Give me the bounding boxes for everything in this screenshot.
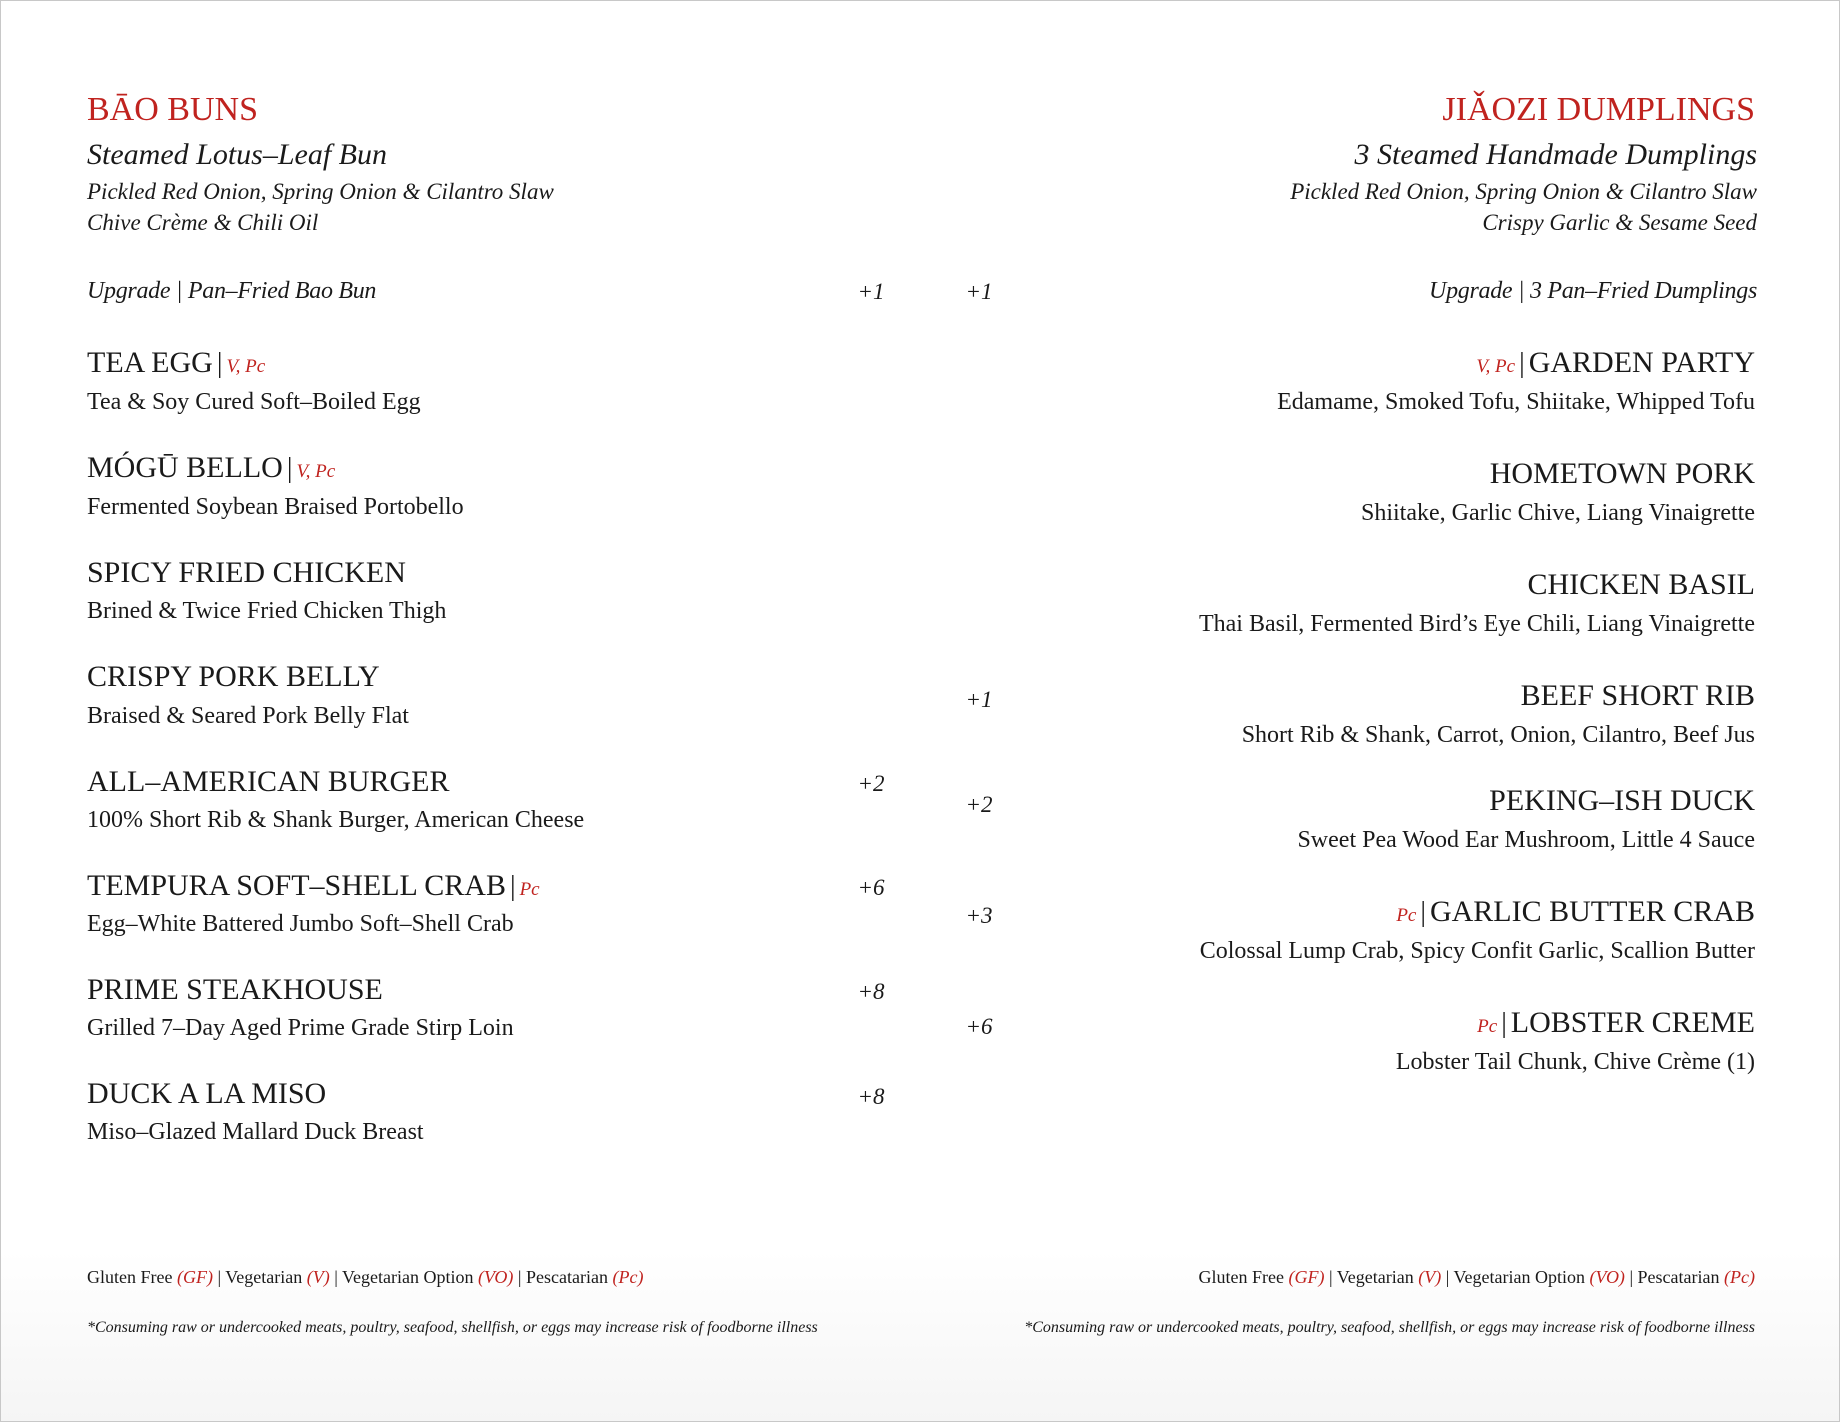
menu-item	[1527, 568, 1755, 602]
menu-item	[87, 869, 540, 903]
menu-item	[1521, 679, 1755, 713]
menu-item	[87, 765, 450, 799]
legend-vo-code: (VO)	[1589, 1267, 1625, 1287]
item-price: +3	[965, 903, 993, 928]
item-name: CHICKEN BASIL	[1527, 568, 1755, 601]
legend-v-code: (V)	[1418, 1267, 1442, 1287]
legend-v-label: Vegetarian	[1336, 1267, 1414, 1287]
item-separator: |	[1501, 1008, 1507, 1039]
menu-item	[87, 556, 406, 590]
legend-gf-label: Gluten Free	[1198, 1267, 1285, 1287]
item-description: Grilled 7–Day Aged Prime Grade Stirp Loin	[87, 1015, 514, 1041]
item-name: CRISPY PORK BELLY	[87, 660, 380, 693]
menu-item	[1489, 784, 1755, 818]
item-name: TEA EGG	[87, 346, 213, 379]
legend-pc-code: (Pc)	[1724, 1267, 1755, 1287]
legend-gf-code: (GF)	[1288, 1267, 1325, 1287]
jiaozi-upgrade-price: +1	[965, 279, 993, 304]
item-description: Short Rib & Shank, Carrot, Onion, Cilantro, Beef Jus	[1241, 722, 1755, 748]
dietary-legend: Gluten Free (GF) | Vegetarian (V) | Vegetarian Option (VO) | Pescatarian (Pc)	[87, 1267, 644, 1287]
jiaozi-dumplings-subtitle: 3 Steamed Handmade Dumplings	[1354, 138, 1757, 171]
bao-buns-desc-line1: Pickled Red Onion, Spring Onion & Cilantro Slaw	[87, 179, 554, 204]
item-name: DUCK A LA MISO	[87, 1077, 327, 1110]
legend-pc-label: Pescatarian	[526, 1267, 608, 1287]
item-description: Thai Basil, Fermented Bird’s Eye Chili, Liang Vinaigrette	[1198, 611, 1755, 637]
item-description: Edamame, Smoked Tofu, Shiitake, Whipped Tofu	[1277, 389, 1755, 415]
item-price: +2	[857, 771, 885, 796]
dietary-tag: V, Pc	[296, 461, 336, 482]
item-description: Braised & Seared Pork Belly Flat	[87, 703, 409, 729]
item-separator: |	[1519, 348, 1525, 379]
item-separator: |	[286, 453, 293, 484]
bao-buns-subtitle: Steamed Lotus–Leaf Bun	[87, 138, 387, 171]
item-name: MÓGŪ BELLO	[87, 451, 283, 484]
jiaozi-upgrade-label: Upgrade | 3 Pan–Fried Dumplings	[1429, 278, 1757, 304]
item-name: HOMETOWN PORK	[1489, 457, 1755, 490]
item-description: Lobster Tail Chunk, Chive Crème (1)	[1395, 1049, 1755, 1075]
dietary-tag: V, Pc	[1476, 356, 1516, 377]
item-price: +1	[965, 687, 993, 712]
menu-item	[87, 346, 265, 380]
legend-vo-code: (VO)	[477, 1267, 514, 1287]
item-name: ALL–AMERICAN BURGER	[87, 765, 450, 798]
bao-buns-desc-line2: Chive Crème & Chili Oil	[87, 210, 319, 235]
foodborne-disclaimer: *Consuming raw or undercooked meats, poultry, seafood, shellfish, or eggs may increase risk of foodborne illness	[87, 1319, 818, 1336]
dietary-tag: V, Pc	[226, 356, 266, 377]
menu-item	[1490, 457, 1755, 491]
jiaozi-dumplings-title: JIǍOZI DUMPLINGS	[1442, 91, 1755, 128]
legend-vo-label: Vegetarian Option	[341, 1267, 474, 1287]
item-price: +2	[965, 792, 993, 817]
item-name: SPICY FRIED CHICKEN	[87, 556, 406, 589]
item-separator: |	[509, 871, 516, 902]
menu-item	[87, 973, 383, 1007]
foodborne-disclaimer: *Consuming raw or undercooked meats, poultry, seafood, shellfish, or eggs may increase risk of foodborne illness	[1024, 1319, 1755, 1336]
item-description: Miso–Glazed Mallard Duck Breast	[87, 1119, 424, 1145]
legend-v-label: Vegetarian	[225, 1267, 303, 1287]
item-name: LOBSTER CREME	[1510, 1006, 1755, 1039]
jiaozi-desc-line2: Crispy Garlic & Sesame Seed	[1482, 210, 1757, 235]
dietary-tag: Pc	[1396, 905, 1417, 926]
item-separator: |	[1420, 897, 1426, 928]
item-description: Brined & Twice Fried Chicken Thigh	[87, 598, 447, 624]
menu-item	[87, 451, 335, 485]
item-price: +6	[857, 875, 885, 900]
legend-vo-label: Vegetarian Option	[1453, 1267, 1585, 1287]
item-price: +8	[857, 1084, 885, 1109]
legend-pc-label: Pescatarian	[1637, 1267, 1720, 1287]
bao-upgrade-price: +1	[857, 279, 885, 304]
item-name: BEEF SHORT RIB	[1520, 679, 1755, 712]
item-name: GARDEN PARTY	[1528, 346, 1755, 379]
dietary-tag: Pc	[519, 879, 540, 900]
item-description: Colossal Lump Crab, Spicy Confit Garlic, Scallion Butter	[1199, 938, 1755, 964]
legend-gf-label: Gluten Free	[87, 1267, 173, 1287]
item-name: TEMPURA SOFT–SHELL CRAB	[87, 869, 506, 902]
item-name: GARLIC BUTTER CRAB	[1429, 895, 1755, 928]
item-price: +8	[857, 979, 885, 1004]
menu-item	[1476, 346, 1755, 380]
menu-item	[1477, 1006, 1755, 1040]
menu-item	[1396, 895, 1755, 929]
bao-buns-title: BĀO BUNS	[87, 91, 258, 128]
item-description: Shiitake, Garlic Chive, Liang Vinaigrette	[1360, 500, 1755, 526]
legend-v-code: (V)	[306, 1267, 330, 1287]
item-description: Egg–White Battered Jumbo Soft–Shell Crab	[87, 911, 514, 937]
jiaozi-desc-line1: Pickled Red Onion, Spring Onion & Cilantro Slaw	[1290, 179, 1757, 204]
dietary-legend: Gluten Free (GF) | Vegetarian (V) | Vegetarian Option (VO) | Pescatarian (Pc)	[1198, 1267, 1755, 1287]
item-name: PRIME STEAKHOUSE	[87, 973, 383, 1006]
dietary-tag: Pc	[1477, 1016, 1498, 1037]
bao-upgrade-label: Upgrade | Pan–Fried Bao Bun	[87, 278, 377, 304]
item-name: PEKING–ISH DUCK	[1489, 784, 1755, 817]
item-price: +6	[965, 1014, 993, 1039]
item-separator: |	[216, 348, 223, 379]
menu-item	[87, 1077, 326, 1111]
menu-item	[87, 660, 380, 694]
item-description: 100% Short Rib & Shank Burger, American Cheese	[87, 807, 585, 833]
legend-pc-code: (Pc)	[612, 1267, 644, 1287]
item-description: Fermented Soybean Braised Portobello	[87, 494, 464, 520]
item-description: Sweet Pea Wood Ear Mushroom, Little 4 Sauce	[1297, 827, 1755, 853]
legend-gf-code: (GF)	[176, 1267, 213, 1287]
item-description: Tea & Soy Cured Soft–Boiled Egg	[87, 389, 421, 415]
